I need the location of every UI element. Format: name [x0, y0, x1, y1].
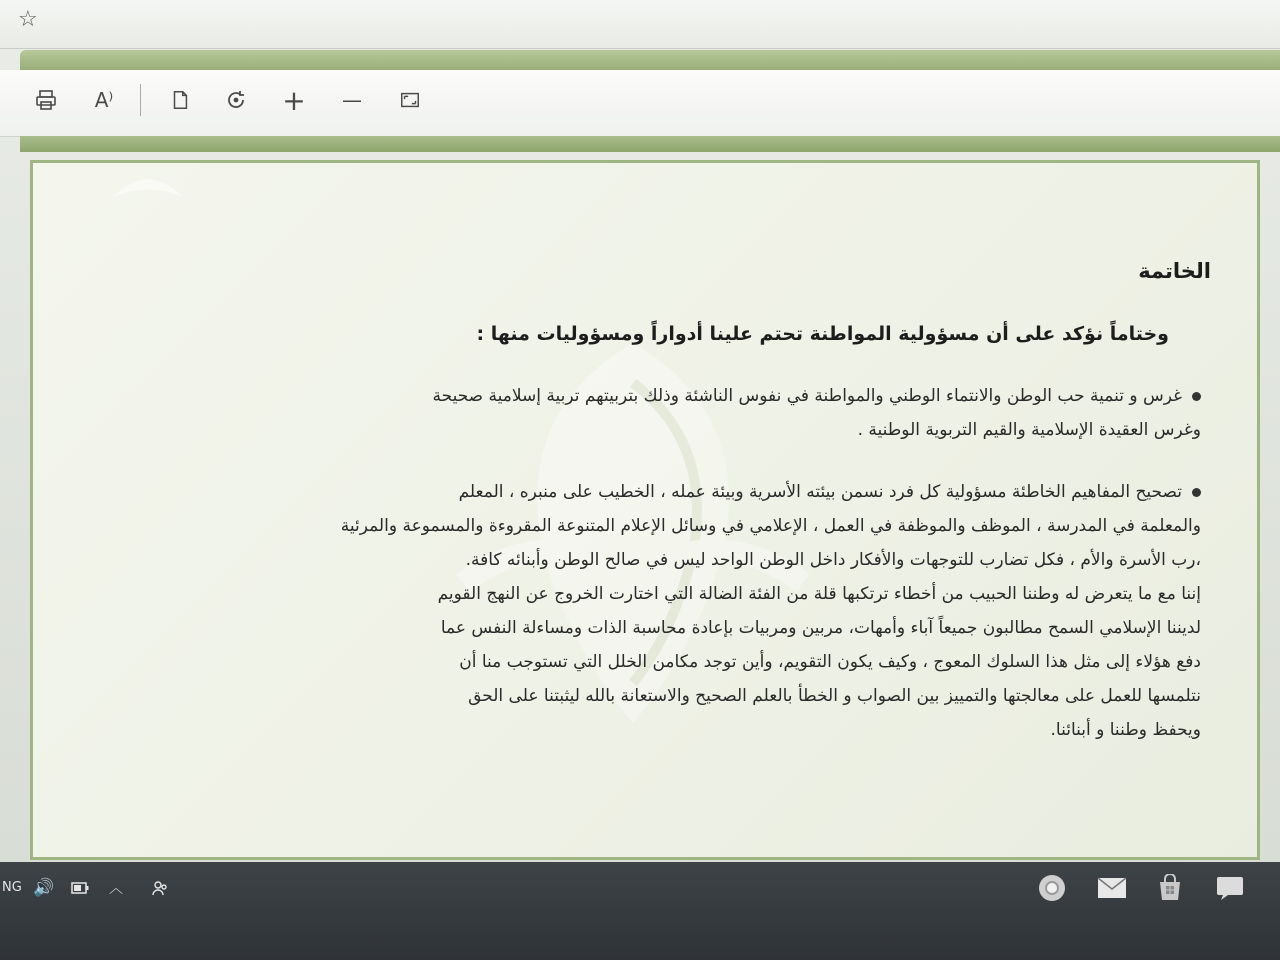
- bullet-paragraph-1: [121, 379, 1201, 447]
- chrome-app[interactable]: [1034, 870, 1070, 906]
- list-item-line: ،رب الأسرة والأم ، فكل تضارب للتوجهات والأفكار داخل الوطن الواحد ليس في صالح الوطن وأبنائه كافة.: [465, 550, 1201, 570]
- list-item-line: والمعلمة في المدرسة ، الموظف والموظفة في العمل ، الإعلامي في وسائل الإعلام المتنوعة المقروءة والمسموعة والمرئية: [340, 516, 1201, 536]
- browser-top-strip: [0, 0, 1280, 49]
- list-item-line: ويحفظ وطننا و أبنائنا.: [1050, 720, 1201, 740]
- bullet-text: تصحيح المفاهيم الخاطئة مسؤولية كل فرد نسمن بيئته الأسرية وبيئة عمله ، الخطيب على منبره ، المعلم: [458, 482, 1182, 502]
- fit-page-button[interactable]: [392, 82, 428, 118]
- message-icon: [1215, 875, 1245, 901]
- list-item-line: [121, 379, 1201, 413]
- list-item-line: نتلمسها للعمل على معالجتها والتمييز بين الصواب و الخطأ بالعلم الصحيح والاستعانة بالله ليثبتنا على الحق: [468, 686, 1201, 706]
- mail-app[interactable]: [1094, 870, 1130, 906]
- document-intro: وختاماً نؤكد على أن مسؤولية المواطنة تحتم علينا أدواراً ومسؤوليات منها :: [476, 323, 1169, 345]
- store-icon: [1156, 874, 1184, 902]
- list-item-line: وغرس العقيدة الإسلامية والقيم التربوية الوطنية .: [857, 420, 1201, 440]
- fit-page-icon: [399, 89, 421, 111]
- rotate-icon: [224, 88, 248, 112]
- bullet-paragraph-2: [121, 475, 1201, 747]
- bullet-icon: [1192, 488, 1201, 497]
- toolbar-divider: [140, 84, 141, 116]
- battery-icon[interactable]: [66, 874, 94, 902]
- messages-app[interactable]: [1212, 870, 1248, 906]
- read-aloud-icon: A⁾: [94, 88, 114, 112]
- page-icon: [169, 89, 191, 111]
- list-item-line: دفع هؤلاء إلى مثل هذا السلوك المعوج ، وكيف يكون التقويم، وأين توجد مكامن الخلل التي تستوجب منا أن: [459, 652, 1201, 672]
- chevron-up-icon[interactable]: ︿: [109, 881, 123, 897]
- language-indicator[interactable]: NG: [2, 880, 22, 895]
- store-app[interactable]: [1152, 870, 1188, 906]
- window-accent-bar: [20, 50, 1280, 70]
- minus-icon: —: [342, 88, 362, 112]
- list-item-line: [121, 475, 1201, 509]
- document-heading: الخاتمة: [1138, 259, 1211, 283]
- plus-icon: +: [282, 83, 306, 117]
- zoom-in-button[interactable]: [276, 82, 312, 118]
- read-aloud-button[interactable]: [86, 82, 122, 118]
- people-icon[interactable]: [146, 874, 174, 902]
- zoom-out-button[interactable]: [334, 82, 370, 118]
- bullet-icon: [1192, 392, 1201, 401]
- printer-icon: [34, 88, 58, 112]
- taskbar: [0, 862, 1280, 960]
- rotate-button[interactable]: [218, 82, 254, 118]
- volume-icon[interactable]: 🔊: [33, 878, 55, 898]
- pdf-page: [30, 160, 1260, 860]
- mail-icon: [1097, 877, 1127, 899]
- chrome-icon: [1037, 873, 1067, 903]
- window-accent-bar-bottom: [20, 136, 1280, 152]
- page-view-button[interactable]: [162, 82, 198, 118]
- list-item-line: إننا مع ما يتعرض له وطننا الحبيب من أخطاء ترتكبها قلة من الفئة الضالة التي اختارت الخروج عن النهج القويم: [437, 584, 1201, 604]
- print-button[interactable]: [28, 82, 64, 118]
- pdf-toolbar: [0, 70, 1280, 137]
- star-icon[interactable]: ☆: [18, 7, 38, 32]
- list-item-line: لديننا الإسلامي السمح مطالبون جميعاً آباء وأمهات، مربين ومربيات بإعادة محاسبة الذات ومساءلة النفس عما: [440, 618, 1201, 638]
- leaf-ornament-icon: [103, 167, 193, 207]
- bullet-text: غرس و تنمية حب الوطن والانتماء الوطني والمواطنة في نفوس الناشئة وذلك بتربيتهم تربية إسلامية صحيحة: [432, 386, 1182, 406]
